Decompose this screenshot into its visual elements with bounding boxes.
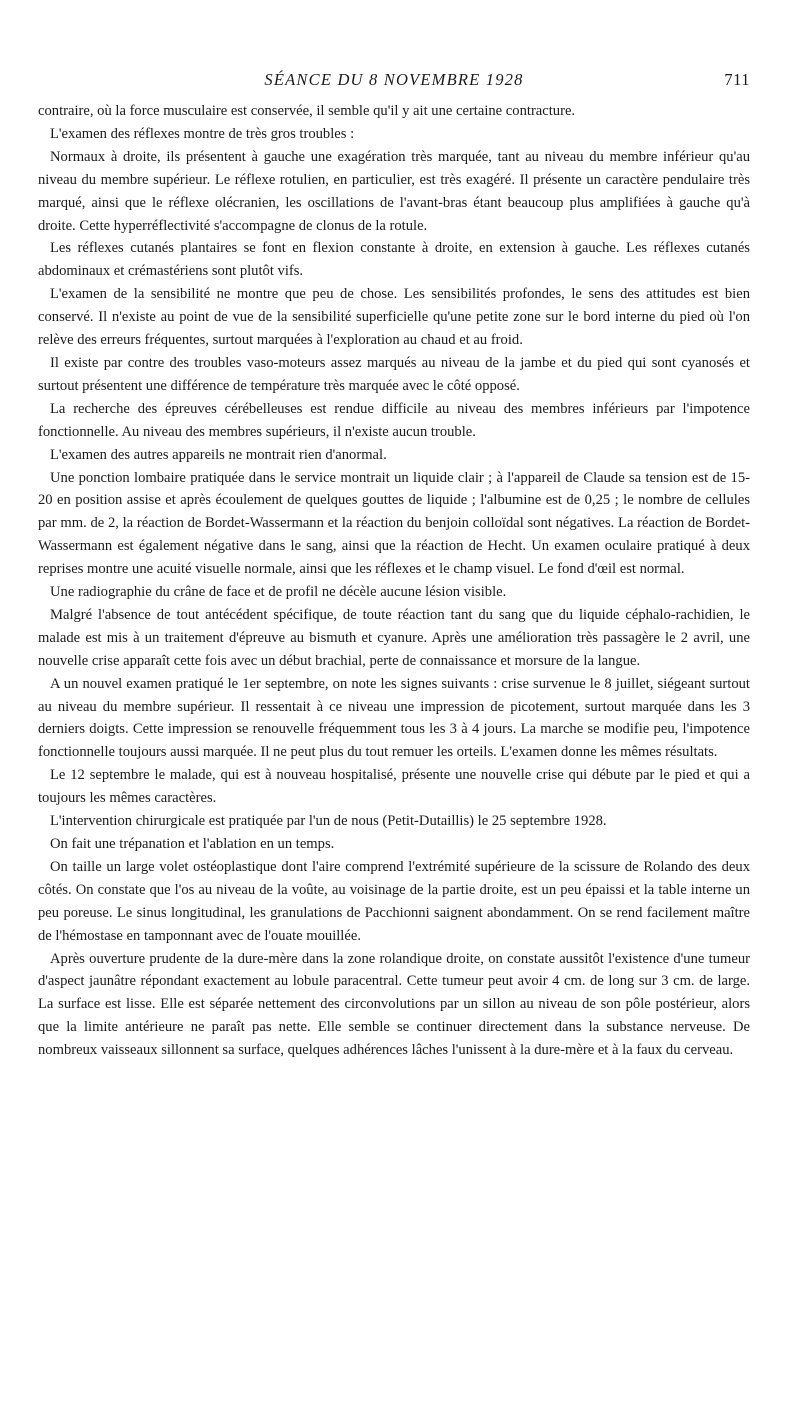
paragraph: L'examen des autres appareils ne montrait rien d'anormal. <box>50 446 387 463</box>
page-header <box>38 68 750 98</box>
paragraph: Il existe par contre des troubles vaso-moteurs assez marqués au niveau de la jambe et du pied qui sont cyanosés et surtout présentent une différence de température très marquée avec le côté opposé. <box>38 354 750 394</box>
paragraph: On fait une trépanation et l'ablation en un temps. <box>50 836 335 852</box>
running-title: SÉANCE DU 8 NOVEMBRE 1928 <box>264 70 524 89</box>
paragraph: Les réflexes cutanés plantaires se font en flexion constante à droite, en extension à gauche. Les réflexes cutanés abdominaux et crémastériens sont plutôt vifs. <box>38 240 750 280</box>
paragraph: L'examen de la sensibilité ne montre que peu de chose. Les sensibilités profondes, le sens des attitudes est bien conservé. Il n'existe au point de vue de la sensibilité superficielle qu'une petite zone sur le bord interne du pied où l'on relève des erreurs fréquentes, surtout marquées à l'exploration au chaud et au froid. <box>38 286 750 349</box>
article-body <box>38 100 750 1062</box>
paragraph: La recherche des épreuves cérébelleuses est rendue difficile au niveau des membres inférieurs par l'impotence fonctionnelle. Au niveau des membres supérieurs, il n'existe aucun trouble. <box>38 400 750 440</box>
paragraph: L'examen des réflexes montre de très gros troubles : <box>50 125 355 142</box>
paragraph: Une radiographie du crâne de face et de profil ne décèle aucune lésion visible. <box>50 584 507 601</box>
paragraph: A un nouvel examen pratiqué le 1er septembre, on note les signes suivants : crise survenue le 8 juillet, siégeant surtout au niveau du membre supérieur. Il ressentait à ce niveau une impression de picotement, surtout marquée dans les 3 derniers doigts. Cette impression se renouvelle fréquemment tous les 3 à 4 jours. La marche se modifie peu, l'impotence fonctionnelle toujours aussi marquée. Il ne peut plus du tout remuer les orteils. L'examen donne les mêmes résultats. <box>38 675 750 761</box>
paragraph: contraire, où la force musculaire est conservée, il semble qu'il y ait une certaine contracture. <box>38 103 576 119</box>
paragraph: Une ponction lombaire pratiquée dans le service montrait un liquide clair ; à l'appareil de Claude sa tension est de 15-20 en position assise et après écoulement de quelques gouttes de liquide ; l'albumine est de 0,25 ; le nombre de cellules par mm. de 2, la réaction de Bordet-Wassermann et la réaction du benjoin colloïdal sont négatives. La réaction de Bordet-Wassermann est également négative dans le sang, ainsi que la réaction de Hecht. Un examen oculaire pratiqué à deux reprises montre une acuité visuelle normale, ainsi que les réflexes et le champ visuel. Le fond d'œil est normal. <box>38 469 750 578</box>
page-number: 711 <box>724 70 750 89</box>
paragraph: Malgré l'absence de tout antécédent spécifique, de toute réaction tant du sang que du liquide céphalo-rachidien, le malade est mis à un traitement d'épreuve au bismuth et cyanure. Après une amélioration très passagère le 2 avril, une nouvelle crise apparaît cette fois avec un début brachial, perte de connaissance et morsure de la langue. <box>38 606 750 669</box>
paragraph: L'intervention chirurgicale est pratiquée par l'un de nous (Petit-Dutaillis) le 25 septembre 1928. <box>50 813 607 830</box>
paragraph: On taille un large volet ostéoplastique dont l'aire comprend l'extrémité supérieure de la scissure de Rolando des deux côtés. On constate que l'os au niveau de la voûte, au voisinage de la partie droite, est un peu épaissi et la table interne un peu poreuse. Le sinus longitudinal, les granulations de Pacchionni saignent abondamment. On se rend facilement maître de l'hémostase en tamponnant avec de l'ouate mouillée. <box>38 858 750 944</box>
paragraph: Le 12 septembre le malade, qui est à nouveau hospitalisé, présente une nouvelle crise qui débute par le pied et qui a toujours les mêmes caractères. <box>38 767 750 807</box>
paragraph: Après ouverture prudente de la dure-mère dans la zone rolandique droite, on constate aussitôt l'existence d'une tumeur d'aspect jaunâtre répondant exactement au lobule paracentral. Cette tumeur peut avoir 4 cm. de long sur 3 cm. de large. La surface est lisse. Elle est séparée nettement des circonvolutions par un sillon au niveau de son pôle postérieur, alors que la limite antérieure ne paraît pas nette. Elle semble se continuer directement dans la substance nerveuse. De nombreux vaisseaux sillonnent sa surface, quelques adhérences lâches l'unissent à la dure-mère et à la faux du cerveau. <box>38 950 750 1059</box>
paragraph: Normaux à droite, ils présentent à gauche une exagération très marquée, tant au niveau du membre inférieur qu'au niveau du membre supérieur. Le réflexe rotulien, en particulier, est très exagéré. Il présente un caractère pendulaire très marqué, ainsi que le réflexe olécranien, les oscillations de l'avant-bras étant beaucoup plus amplifiées à gauche qu'à droite. Cette hyperréflectivité s'accompagne de clonus de la rotule. <box>38 148 750 234</box>
